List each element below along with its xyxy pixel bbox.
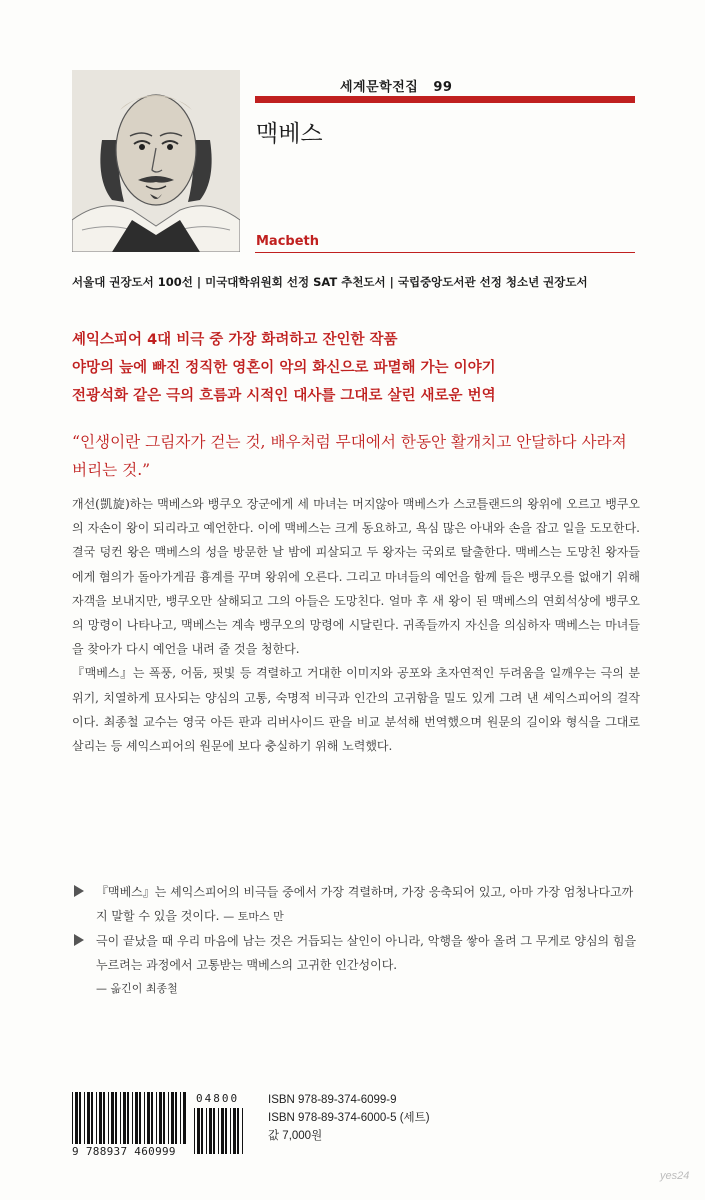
barcode-bar bbox=[171, 1092, 174, 1144]
isbn-line: ISBN 978-89-374-6099-9 bbox=[268, 1094, 397, 1106]
barcode-bar bbox=[225, 1108, 227, 1154]
barcode-bar bbox=[151, 1092, 153, 1144]
review-text: 극이 끝났을 때 우리 마음에 남는 것은 거듭되는 살인이 아니라, 악행을 쌓아 올려 그 무게로 양심의 힘을 누르려는 과정에서 고통받는 맥베스의 고귀한 인간성이다. bbox=[96, 934, 637, 972]
barcode-bar bbox=[159, 1092, 162, 1144]
price: 값 7,000원 bbox=[268, 1130, 323, 1142]
synopsis bbox=[72, 492, 640, 758]
recommendation-line: 서울대 권장도서 100선 | 미국대학위원회 선정 SAT 추천도서 | 국립중앙도서관 선정 청소년 권장도서 bbox=[72, 275, 588, 289]
featured-quote: “인생이란 그림자가 걷는 것, 배우처럼 무대에서 한동안 활개치고 안달하다 사라져 버리는 것.” bbox=[72, 433, 627, 479]
original-title: Macbeth bbox=[256, 234, 320, 249]
barcode-bar bbox=[197, 1108, 200, 1154]
isbn-block bbox=[268, 1091, 430, 1145]
highlight-line: 야망의 늪에 빠진 정직한 영혼이 악의 화신으로 파멸해 가는 이야기 bbox=[72, 360, 496, 376]
series-name: 세계문학전집 bbox=[340, 80, 419, 95]
barcode-bar bbox=[237, 1108, 239, 1154]
barcode-bar bbox=[96, 1092, 97, 1144]
barcode-addon bbox=[192, 1092, 252, 1160]
barcode-bar bbox=[183, 1092, 186, 1144]
addon-digits: 04800 bbox=[196, 1092, 240, 1105]
barcode-bar bbox=[209, 1108, 212, 1154]
barcode-bar bbox=[127, 1092, 129, 1144]
barcode-bar bbox=[84, 1092, 85, 1144]
barcode-bar bbox=[221, 1108, 224, 1154]
barcode-bar bbox=[111, 1092, 114, 1144]
barcode-bar bbox=[79, 1092, 81, 1144]
barcode-bar bbox=[72, 1092, 73, 1144]
watermark: yes24 bbox=[660, 1170, 690, 1182]
review-item bbox=[72, 929, 640, 977]
barcode-bar bbox=[144, 1092, 145, 1144]
book-title: 맥베스 bbox=[256, 121, 323, 147]
barcode-bar bbox=[201, 1108, 203, 1154]
review-author: — 옮긴이 최종철 bbox=[96, 982, 178, 995]
barcode-bar bbox=[123, 1092, 126, 1144]
highlight-line: 전광석화 같은 극의 흐름과 시적인 대사를 그대로 살린 새로운 번역 bbox=[72, 388, 496, 404]
barcode-bar bbox=[230, 1108, 231, 1154]
barcode-bar bbox=[108, 1092, 109, 1144]
addon-bars bbox=[194, 1108, 250, 1154]
barcode-bar bbox=[175, 1092, 177, 1144]
synopsis-paragraph: 개선(凱旋)하는 맥베스와 뱅쿠오 장군에게 세 마녀는 머지않아 맥베스가 스코틀랜드의 왕위에 오르고 뱅쿠오의 자손이 왕이 되리라고 예언한다. 이에 맥베스는 크게 동요하고, 욕심 많은 아내와 손을 잡고 일을 도모한다. 결국 덩컨 왕은 맥베스의 성을 방문한 날 밤에 피살되고 두 왕자는 국외로 탈출한다. 맥베스는 도망친 왕자들에게 혐의가 돌아가게끔 흉계를 꾸며 왕위에 오른다. 그리고 마녀들의 예언을 함께 들은 뱅쿠오를 없애기 위해 자객을 보내지만, 뱅쿠오만 살해되고 그의 아들은 도망친다. 얼마 후 새 왕이 된 맥베스의 연회석상에 뱅쿠오의 망령이 나타나고, 맥베스는 계속 뱅쿠오의 망령에 시달린다. 귀족들까지 자신을 의심하자 맥베스는 마녀들을 찾아가 다시 예언을 내려 줄 것을 청한다. bbox=[72, 497, 640, 657]
review-text: 『맥베스』는 셰익스피어의 비극들 중에서 가장 격렬하며, 가장 응축되어 있고, 아마 가장 엄청나다고까지 말할 수 있을 것이다. bbox=[96, 885, 634, 923]
barcode-digits: 9 788937 460999 bbox=[72, 1145, 176, 1158]
barcode-bar bbox=[218, 1108, 219, 1154]
title-rule-thick bbox=[255, 96, 635, 103]
barcode-bar bbox=[99, 1092, 102, 1144]
triangle-right-icon bbox=[74, 934, 84, 946]
barcode-bar bbox=[75, 1092, 78, 1144]
barcode-bar bbox=[194, 1108, 195, 1154]
barcode-bar bbox=[163, 1092, 165, 1144]
barcode-bar bbox=[233, 1108, 236, 1154]
barcode-bar bbox=[139, 1092, 141, 1144]
barcode-bar bbox=[213, 1108, 215, 1154]
reviews bbox=[72, 880, 640, 1001]
shakespeare-portrait bbox=[72, 70, 240, 252]
barcode-bar bbox=[168, 1092, 169, 1144]
barcode-bar bbox=[103, 1092, 105, 1144]
review-author: — 토마스 만 bbox=[223, 910, 284, 923]
barcode-bars bbox=[72, 1092, 188, 1144]
barcode-bar bbox=[242, 1108, 243, 1154]
barcode-bar bbox=[132, 1092, 133, 1144]
synopsis-paragraph: 『맥베스』는 폭풍, 어둠, 핏빛 등 격렬하고 거대한 이미지와 공포와 초자연적인 두려움을 일깨우는 극의 분위기, 치열하게 묘사되는 양심의 고통, 숙명적 비극과 인간의 고귀함을 밀도 있게 그려 낸 셰익스피어의 걸작이다. 최종철 교수는 영국 아든 판과 리버사이드 판을 비교 분석해 번역했으며 원문의 길이와 형식을 그대로 살리는 등 셰익스피어의 원문에 보다 충실하기 위해 노력했다. bbox=[72, 666, 640, 754]
review-item bbox=[72, 880, 640, 929]
highlights-list bbox=[72, 326, 637, 410]
series-number: 99 bbox=[433, 80, 453, 95]
barcode-bar bbox=[87, 1092, 90, 1144]
barcode-bar bbox=[115, 1092, 117, 1144]
barcode-bar bbox=[180, 1092, 181, 1144]
barcode-bar bbox=[147, 1092, 150, 1144]
isbn-set-line: ISBN 978-89-374-6000-5 (세트) bbox=[268, 1112, 430, 1124]
barcode-bar bbox=[156, 1092, 157, 1144]
barcode-bar bbox=[91, 1092, 93, 1144]
triangle-right-icon bbox=[74, 885, 84, 897]
barcode-bar bbox=[206, 1108, 207, 1154]
series-label bbox=[340, 76, 636, 96]
highlight-line: 셰익스피어 4대 비극 중 가장 화려하고 잔인한 작품 bbox=[72, 332, 398, 348]
barcode-bar bbox=[135, 1092, 138, 1144]
barcode-bar bbox=[120, 1092, 121, 1144]
title-rule-thin bbox=[255, 252, 635, 253]
